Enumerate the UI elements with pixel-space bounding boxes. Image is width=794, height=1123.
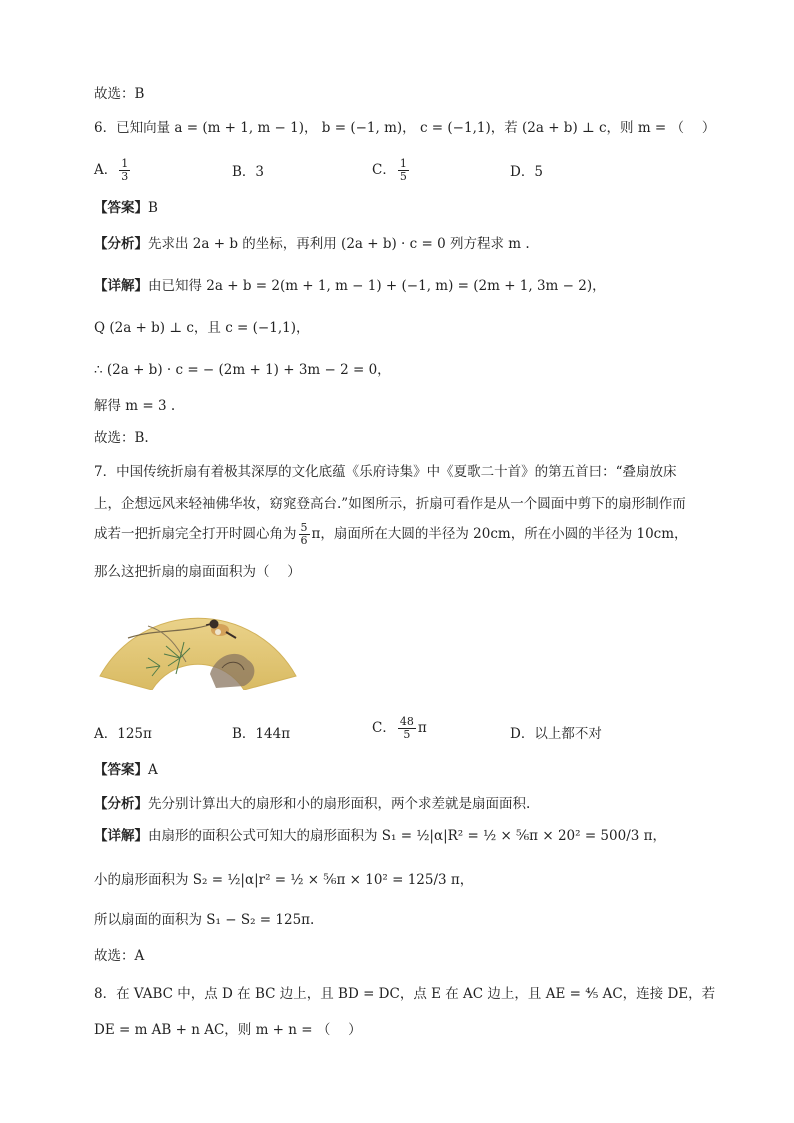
question-7-line-4: 那么这把折扇的扇面面积为（ ） (94, 564, 301, 580)
text: 成若一把折扇完全打开时圆心角为 (94, 526, 297, 542)
question-7-option-a: A．125π (94, 726, 152, 742)
denominator: 3 (121, 170, 129, 183)
question-6-detail-4: 解得 m = 3 . (94, 398, 176, 414)
question-7-option-b: B．144π (232, 726, 291, 742)
question-6-detail-2: Q (2a + b) ⊥ c，且 c = (−1,1)， (94, 320, 310, 336)
detail-tag: 【详解】 (94, 828, 148, 844)
question-6-stem: 6．已知向量 a = (m + 1, m − 1)， b = (−1, m)， c = (−1,1)，若 (2a + b) ⊥ c，则 m = （ ） (94, 120, 716, 136)
detail-text: 由已知得 2a + b = 2(m + 1, m − 1) + (−1, m) = (2m + 1, 3m − 2)， (148, 278, 606, 294)
detail-tag: 【详解】 (94, 278, 148, 294)
analysis-text: 先分别计算出大的扇形和小的扇形面积，两个求差就是扇面面积. (148, 796, 531, 812)
question-7-detail-1 (94, 826, 666, 846)
question-7-answer (94, 760, 158, 780)
numerator: 1 (121, 157, 129, 170)
analysis-tag: 【分析】 (94, 796, 148, 812)
numerator: 48 (399, 715, 414, 728)
option-label: A． (94, 162, 118, 178)
fraction (398, 158, 409, 183)
question-6-end: 故选：B. (94, 430, 149, 446)
question-6-detail-1 (94, 276, 606, 296)
prev-answer-line: 故选：B (94, 86, 145, 102)
option-label: C． (372, 720, 396, 736)
fraction (119, 158, 130, 183)
question-6-detail-3: ∴ (2a + b) · c = − (2m + 1) + 3m − 2 = 0， (94, 362, 391, 378)
pi-symbol: π (417, 720, 427, 736)
answer-value: A (148, 762, 158, 778)
answer-value: B (148, 200, 158, 216)
denominator: 5 (399, 170, 407, 183)
detail-text: 由扇形的面积公式可知大的扇形面积为 S₁ = ½|α|R² = ½ × ⅚π × 20² = 500/3 π， (148, 828, 666, 844)
text: π，扇面所在大圆的半径为 20cm，所在小圆的半径为 10cm， (311, 526, 688, 542)
option-label: C． (372, 162, 396, 178)
question-7-detail-3: 所以扇面的面积为 S₁ − S₂ = 125π. (94, 912, 315, 928)
question-8-line-2: DE = m AB + n AC，则 m + n = （ ） (94, 1022, 362, 1038)
question-8-line-1: 8．在 VABC 中，点 D 在 BC 边上，且 BD = DC，点 E 在 AC 边上，且 AE = ⅘ AC，连接 DE，若 (94, 986, 716, 1002)
denominator: 6 (300, 534, 308, 547)
fan-icon (98, 598, 298, 690)
fraction (398, 716, 416, 741)
question-6-option-c (372, 158, 411, 183)
question-7-option-c (372, 716, 427, 741)
answer-tag: 【答案】 (94, 200, 148, 216)
question-6-option-d: D．5 (510, 164, 543, 180)
denominator: 5 (403, 728, 411, 741)
question-7-line-2: 上，企想远风来轻袖佛华妆，窈窕登高台.”如图所示，折扇可看作是从一个圆面中剪下的扇形制作而 (94, 496, 686, 512)
numerator: 5 (300, 521, 308, 534)
analysis-tag: 【分析】 (94, 236, 148, 252)
question-7-line-1: 7．中国传统折扇有着极其深厚的文化底蕴《乐府诗集》中《夏歌二十首》的第五首曰：“叠扇放床 (94, 464, 677, 480)
question-6-option-a (94, 158, 132, 183)
question-7-line-3 (94, 522, 688, 547)
question-6-answer (94, 198, 158, 218)
numerator: 1 (399, 157, 407, 170)
answer-tag: 【答案】 (94, 762, 148, 778)
question-6-analysis (94, 234, 530, 254)
question-7-option-d: D．以上都不对 (510, 726, 602, 742)
question-7-end: 故选：A (94, 948, 145, 964)
fraction (299, 522, 310, 547)
question-7-detail-2: 小的扇形面积为 S₂ = ½|α|r² = ½ × ⅚π × 10² = 125/3 π， (94, 872, 474, 888)
question-7-analysis (94, 794, 530, 814)
analysis-text: 先求出 2a + b 的坐标，再利用 (2a + b) · c = 0 列方程求 m . (148, 236, 530, 252)
question-6-option-b: B．3 (232, 164, 265, 180)
